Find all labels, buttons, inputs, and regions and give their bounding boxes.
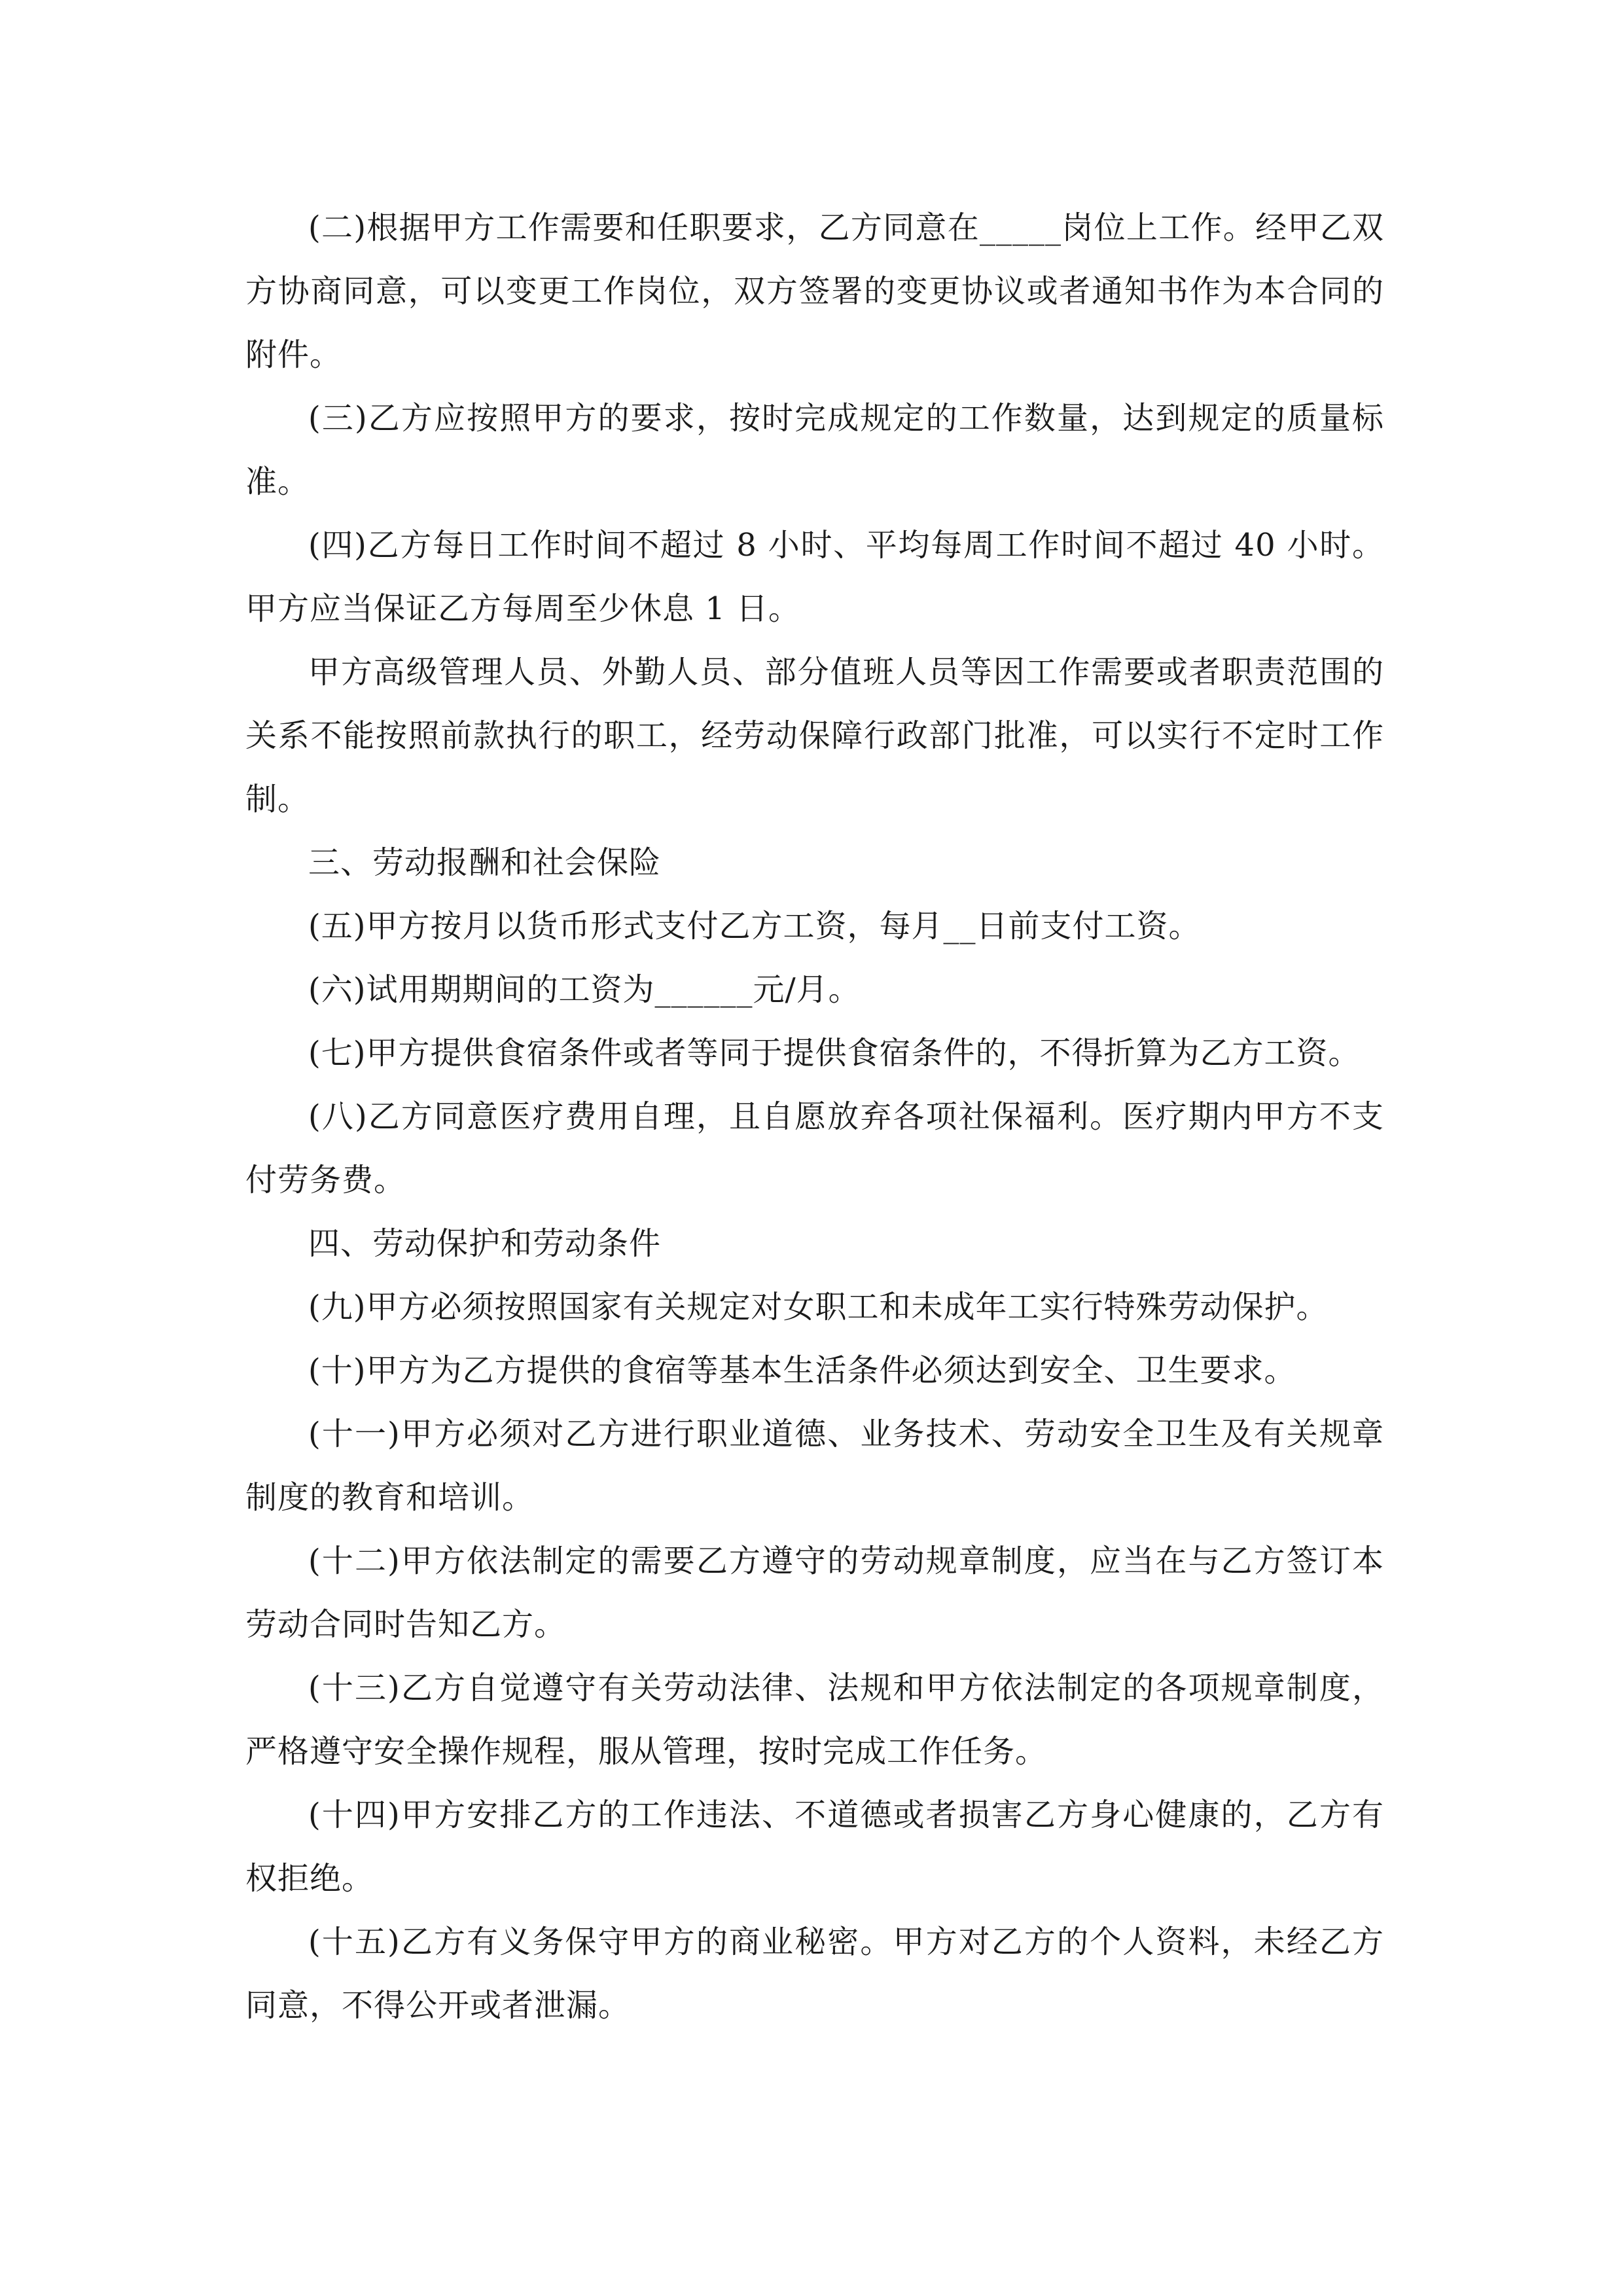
clause-12-rules-notice: (十二)甲方依法制定的需要乙方遵守的劳动规章制度，应当在与乙方签订本劳动合同时告知乙方。 <box>245 1543 1384 1643</box>
clause-9-special-protection: (九)甲方必须按照国家有关规定对女职工和未成年工实行特殊劳动保护。 <box>308 1289 1329 1325</box>
clause-5-wage-payment: (五)甲方按月以货币形式支付乙方工资，每月__日前支付工资。 <box>308 908 1201 944</box>
clause-14-right-to-refuse: (十四)甲方安排乙方的工作违法、不道德或者损害乙方身心健康的，乙方有权拒绝。 <box>245 1797 1384 1897</box>
clause-4-working-hours: (四)乙方每日工作时间不超过 8 小时、平均每周工作时间不超过 40 小时。甲方应当保证乙方每周至少休息 1 日。 <box>245 527 1384 627</box>
document-body <box>245 196 1384 2037</box>
clause-3-work-quality: (三)乙方应按照甲方的要求，按时完成规定的工作数量，达到规定的质量标准。 <box>245 400 1384 500</box>
clause-13-compliance: (十三)乙方自觉遵守有关劳动法律、法规和甲方依法制定的各项规章制度，严格遵守安全操作规程，服从管理，按时完成工作任务。 <box>245 1670 1384 1770</box>
section-3-heading: 三、劳动报酬和社会保险 <box>308 844 662 881</box>
clause-11-training: (十一)甲方必须对乙方进行职业道德、业务技术、劳动安全卫生及有关规章制度的教育和培训。 <box>245 1416 1384 1516</box>
irregular-hours-paragraph: 甲方高级管理人员、外勤人员、部分值班人员等因工作需要或者职责范围的关系不能按照前款执行的职工，经劳动保障行政部门批准，可以实行不定时工作制。 <box>245 654 1384 817</box>
section-4-heading: 四、劳动保护和劳动条件 <box>308 1225 662 1262</box>
clause-8-medical-expenses: (八)乙方同意医疗费用自理，且自愿放弃各项社保福利。医疗期内甲方不支付劳务费。 <box>245 1098 1384 1198</box>
clause-10-living-conditions: (十)甲方为乙方提供的食宿等基本生活条件必须达到安全、卫生要求。 <box>308 1352 1296 1389</box>
clause-15-confidentiality: (十五)乙方有义务保守甲方的商业秘密。甲方对乙方的个人资料，未经乙方同意，不得公开或者泄漏。 <box>245 1924 1384 2024</box>
clause-6-probation-wage: (六)试用期期间的工资为______元/月。 <box>308 971 861 1008</box>
clause-7-board-lodging: (七)甲方提供食宿条件或者等同于提供食宿条件的，不得折算为乙方工资。 <box>308 1035 1361 1071</box>
clause-2-job-position: (二)根据甲方工作需要和任职要求，乙方同意在_____岗位上工作。经甲乙双方协商同意，可以变更工作岗位，双方签署的变更协议或者通知书作为本合同的附件。 <box>245 209 1384 373</box>
